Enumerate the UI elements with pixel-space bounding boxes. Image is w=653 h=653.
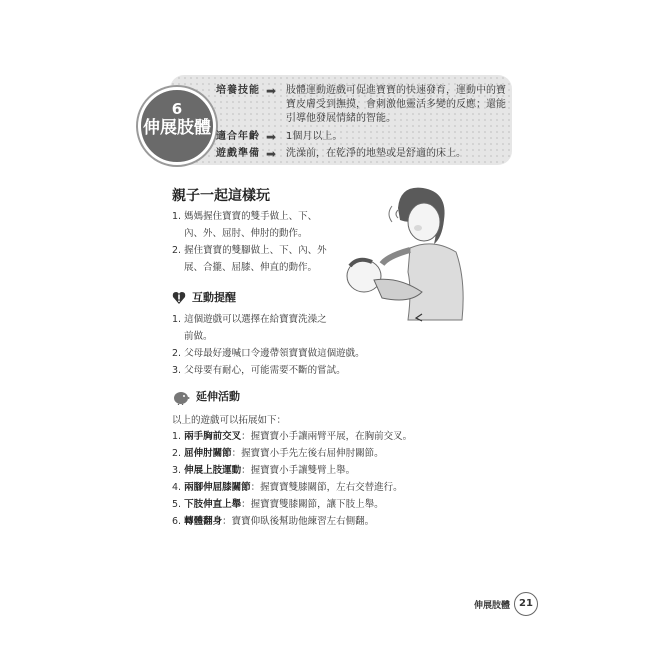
- item-name: 伸展上肢運動: [184, 465, 242, 476]
- info-label: 培養技能: [216, 85, 260, 96]
- item-desc: ：握寶寶小手讓兩臂平展，在胸前交叉。: [241, 431, 413, 442]
- tips-title: 互動提醒: [192, 291, 236, 304]
- item-desc: ：寶寶仰臥後幫助他練習左右側翻。: [222, 516, 375, 527]
- item-desc: ：握寶寶雙膝關節，左右交替進行。: [250, 482, 403, 493]
- list-item: [172, 513, 412, 530]
- activity-name: 伸展肢體: [143, 118, 211, 138]
- extension-title: 延伸活動: [196, 390, 240, 403]
- item-number: 6.: [172, 516, 182, 527]
- exclamation-heart-icon: [172, 291, 186, 305]
- info-label: 適合年齡: [216, 131, 260, 142]
- item-number: 1.: [172, 431, 182, 442]
- list-item: 展、合攏、屈膝、伸直的動作。: [184, 262, 318, 273]
- info-text: 洗澡前，在乾淨的地墊或是舒適的床上。: [286, 148, 466, 159]
- extension-list: [172, 428, 412, 530]
- list-item: [172, 445, 412, 462]
- play-title: 親子一起這樣玩: [172, 188, 270, 204]
- item-number: 2.: [172, 448, 182, 459]
- item-number: 4.: [172, 482, 182, 493]
- activity-badge: [138, 87, 216, 165]
- item-name: 下肢伸直上舉: [184, 499, 242, 510]
- tips-list: [172, 311, 365, 379]
- list-item: 2. 握住寶寶的雙腳做上、下、內、外: [172, 245, 327, 256]
- list-item: 2. 父母最好邊喊口令邊帶領寶寶做這個遊戲。: [172, 348, 365, 359]
- right-arrow-icon: ➡: [266, 84, 277, 98]
- list-item: 3. 父母要有耐心，可能需要不斷的嘗試。: [172, 365, 346, 376]
- item-number: 3.: [172, 465, 182, 476]
- extension-heading: [172, 388, 240, 405]
- item-name: 轉體翻身: [184, 516, 223, 527]
- item-name: 兩手胸前交叉: [184, 431, 242, 442]
- info-text: 1個月以上。: [286, 131, 343, 142]
- info-text: 肢體運動遊戲可促進寶寶的快速發育，運動中的寶寶皮膚受到撫摸，會刺激他靈活多變的反應；還能引導他發展情緒的智能。: [286, 85, 506, 124]
- item-name: 屈伸肘關節: [184, 448, 232, 459]
- item-number: 5.: [172, 499, 182, 510]
- right-arrow-icon: ➡: [266, 130, 277, 144]
- tips-heading: [172, 289, 236, 305]
- list-item: [172, 496, 412, 513]
- list-item: 1. 這個遊戲可以選擇在給寶寶洗澡之: [172, 314, 327, 325]
- list-item: [172, 479, 412, 496]
- mother-baby-illustration: [338, 180, 468, 325]
- play-steps: [172, 208, 327, 276]
- list-item: [172, 428, 412, 445]
- item-desc: ：握寶寶小手讓雙臂上舉。: [241, 465, 356, 476]
- list-item: 內、外、屈肘、伸肘的動作。: [184, 228, 308, 239]
- list-item: 前做。: [184, 331, 213, 342]
- footer-label: 伸展肢體: [474, 601, 511, 611]
- list-item: 1. 媽媽握住寶寶的雙手做上、下、: [172, 211, 318, 222]
- info-label: 遊戲準備: [216, 148, 260, 159]
- item-name: 兩腳伸屈膝關節: [184, 482, 251, 493]
- right-arrow-icon: ➡: [266, 147, 277, 161]
- item-desc: ：握寶寶小手先左後右屈伸肘關節。: [231, 448, 384, 459]
- bird-icon: [172, 389, 190, 405]
- item-desc: ：握寶寶雙膝關節，讓下肢上舉。: [241, 499, 384, 510]
- list-item: [172, 462, 412, 479]
- extension-intro: 以上的遊戲可以拓展如下：: [172, 415, 287, 426]
- page-number: 21: [514, 592, 538, 616]
- activity-number: 6: [171, 100, 183, 118]
